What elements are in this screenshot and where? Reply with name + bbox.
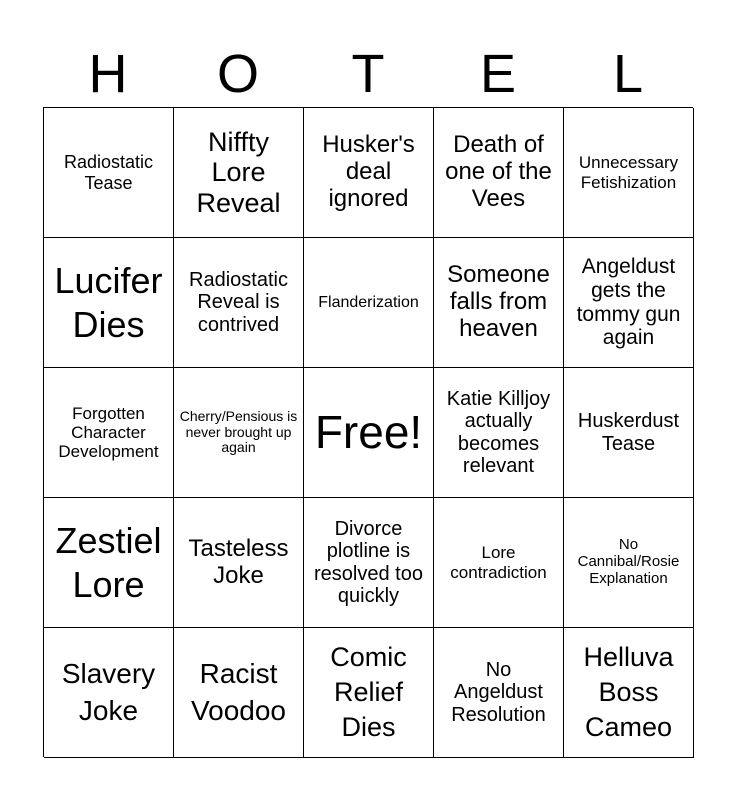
bingo-cell[interactable] xyxy=(304,628,434,758)
free-space-text: Free! xyxy=(314,405,423,458)
cell-text: No Angeldust Resolution xyxy=(451,658,546,726)
bingo-cell[interactable] xyxy=(44,498,174,628)
bingo-grid xyxy=(43,107,693,757)
cell-text: Comic Relief Dies xyxy=(330,641,407,743)
bingo-cell[interactable] xyxy=(564,368,694,498)
cell-text: Huskerdust Tease xyxy=(577,410,680,455)
cell-text: Zestiel Lore xyxy=(55,520,162,605)
header-letter-t: T xyxy=(351,44,385,104)
cell-text: Someone falls from heaven xyxy=(447,261,550,342)
cell-text: Slavery Joke xyxy=(61,658,156,726)
cell-text: Radiostatic Tease xyxy=(63,152,154,193)
cell-text: Niffty Lore Reveal xyxy=(196,127,281,218)
cell-text: Divorce plotline is resolved too quickly xyxy=(314,517,423,607)
bingo-cell[interactable] xyxy=(564,238,694,368)
bingo-cell[interactable] xyxy=(564,108,694,238)
bingo-cell[interactable] xyxy=(174,108,304,238)
cell-text: Katie Killjoy actually becomes relevant xyxy=(446,387,551,477)
bingo-cell[interactable] xyxy=(434,628,564,758)
bingo-cell[interactable] xyxy=(304,368,434,498)
cell-text: Flanderization xyxy=(318,293,419,311)
header-letter-o: O xyxy=(216,44,259,104)
cell-text: Forgotten Character Development xyxy=(58,403,159,462)
bingo-cell[interactable] xyxy=(434,238,564,368)
bingo-cell[interactable] xyxy=(174,368,304,498)
bingo-cell[interactable] xyxy=(304,498,434,628)
bingo-header xyxy=(43,40,693,108)
cell-text: Racist Voodoo xyxy=(191,658,286,726)
bingo-cell[interactable] xyxy=(44,368,174,498)
cell-text: Tasteless Joke xyxy=(188,534,289,589)
cell-text: Cherry/Pensious is never brought up again xyxy=(179,407,298,456)
cell-text: Lucifer Dies xyxy=(54,260,163,345)
cell-text: Angeldust gets the tommy gun again xyxy=(576,255,681,350)
cell-text: Death of one of the Vees xyxy=(445,131,552,212)
bingo-cell[interactable] xyxy=(174,238,304,368)
bingo-cell[interactable] xyxy=(44,628,174,758)
cell-text: Radiostatic Reveal is contrived xyxy=(189,268,288,336)
cell-text: Lore contradiction xyxy=(450,543,547,582)
header-letter-e: E xyxy=(479,44,517,104)
cell-text: Unnecessary Fetishization xyxy=(578,153,679,192)
bingo-cell[interactable] xyxy=(304,108,434,238)
bingo-cell[interactable] xyxy=(564,498,694,628)
bingo-cell[interactable] xyxy=(434,108,564,238)
cell-text: Husker's deal ignored xyxy=(322,131,415,212)
bingo-cell[interactable] xyxy=(174,628,304,758)
cell-text: No Cannibal/Rosie Explanation xyxy=(577,536,680,587)
bingo-cell[interactable] xyxy=(564,628,694,758)
header-letter-l: L xyxy=(612,44,644,104)
bingo-cell[interactable] xyxy=(434,498,564,628)
header-letter-h: H xyxy=(88,44,128,104)
bingo-cell[interactable] xyxy=(434,368,564,498)
bingo-cell[interactable] xyxy=(304,238,434,368)
bingo-cell[interactable] xyxy=(44,238,174,368)
bingo-cell[interactable] xyxy=(44,108,174,238)
cell-text: Helluva Boss Cameo xyxy=(583,641,674,743)
bingo-cell[interactable] xyxy=(174,498,304,628)
